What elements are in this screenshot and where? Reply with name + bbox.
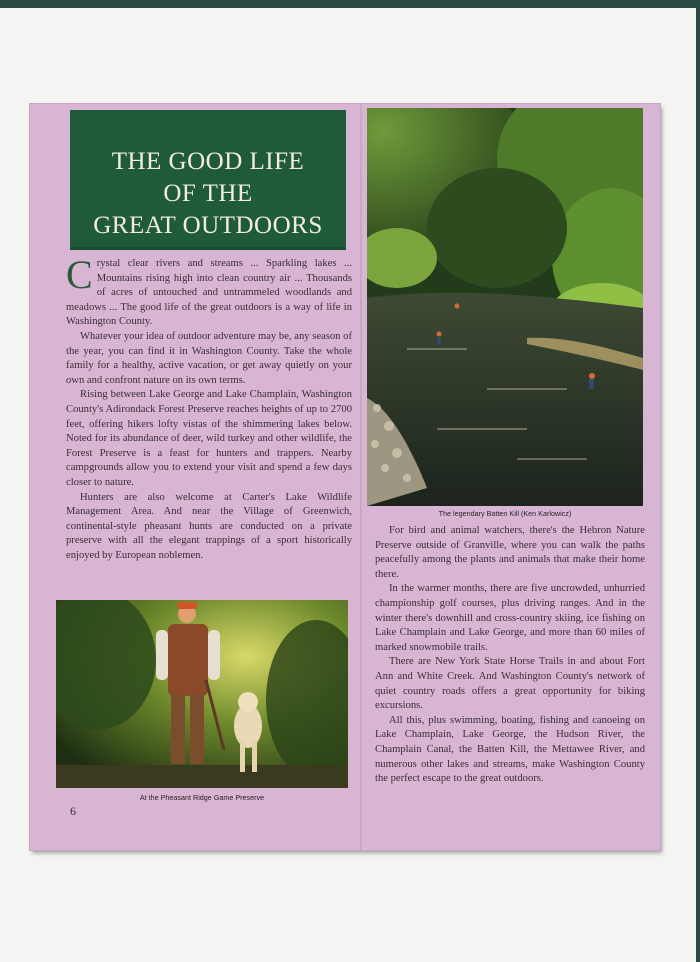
- title-line-2: OF THE: [163, 180, 253, 207]
- paragraph: Whatever your idea of outdoor adventure may be, any season of the year, you can find it in Washington County. Take the whole family for a healthy, active vacation, or get away quietly on your own and confront nature on its own terms.: [66, 330, 352, 386]
- drop-cap: C: [66, 252, 93, 297]
- left-column-text: [66, 252, 352, 563]
- paragraph: Hunters are also welcome at Carter's Lake Wildlife Management Area. And near the Village of Greenwich, continental-style pheasant hunts are conducted on a private preserve with all the elegant trappings of a sport historically enjoyed by European noblemen.: [66, 491, 352, 561]
- paragraph-text: rystal clear rivers and streams ... Sparkling lakes ... Mountains rising high into clean country air ... Thousands of acres of untouched and untrammeled woodlands and meadows ... The good life of the great outdoors is a way of life in Washington County.: [66, 258, 352, 328]
- paragraph: There are New York State Horse Trails in and about Fort Ann and White Creek. And Washington County's network of quiet country roads offers a great opportunity for biking excursions.: [375, 656, 645, 712]
- paragraph: All this, plus swimming, boating, fishing and canoeing on Lake Champlain, Lake George, the Hudson River, the Champlain Canal, the Batten Kill, the Mettawee River, and numerous other lakes and streams, make Washington County the perfect escape to the great outdoors.: [375, 714, 645, 785]
- title-box: [70, 110, 346, 250]
- page-gutter: [360, 104, 362, 850]
- scan-edge-top: [0, 0, 700, 8]
- page-number: 6: [70, 804, 76, 818]
- hunter-dog-photo-caption: At the Pheasant Ridge Game Preserve: [139, 793, 265, 802]
- hunter-dog-photo: [56, 600, 348, 788]
- paragraph: [66, 252, 352, 330]
- title-line-3: GREAT OUTDOORS: [93, 212, 323, 239]
- river-photo-caption: The legendary Batten Kill (Ken Karlowicz): [438, 509, 572, 518]
- right-column-text: [375, 524, 645, 787]
- scan-edge-right: [696, 0, 700, 962]
- hunter-dog-photo-graphic: [56, 600, 348, 788]
- paragraph: In the warmer months, there are five uncrowded, unhurried championship golf courses, plus driving ranges. And in the winter there's downhill and cross-country skiing, ice fishing on Lake Champlain and Lake George, and more than 60 miles of marked snowmobile trails.: [375, 583, 645, 653]
- river-photo: [367, 108, 643, 506]
- brochure-page: [30, 104, 660, 850]
- paragraph: Rising between Lake George and Lake Champlain, Washington County's Adirondack Forest Preserve reaches heights of up to 2700 feet, offering hikers lofty vistas of the shimmering lakes below. Noted for its abundance of deer, wild turkey and other wildlife, the Forest Preserve is a feast for hunters and trappers. Nearby campgrounds allow you to extend your visit and spend a few days closer to nature.: [66, 389, 352, 488]
- paragraph: For bird and animal watchers, there's the Hebron Nature Preserve outside of Granville, where you can walk the paths peacefully among the plants and animals that make their home there.: [375, 525, 645, 580]
- river-photo-graphic: [367, 108, 643, 506]
- title-line-1: THE GOOD LIFE: [111, 148, 305, 175]
